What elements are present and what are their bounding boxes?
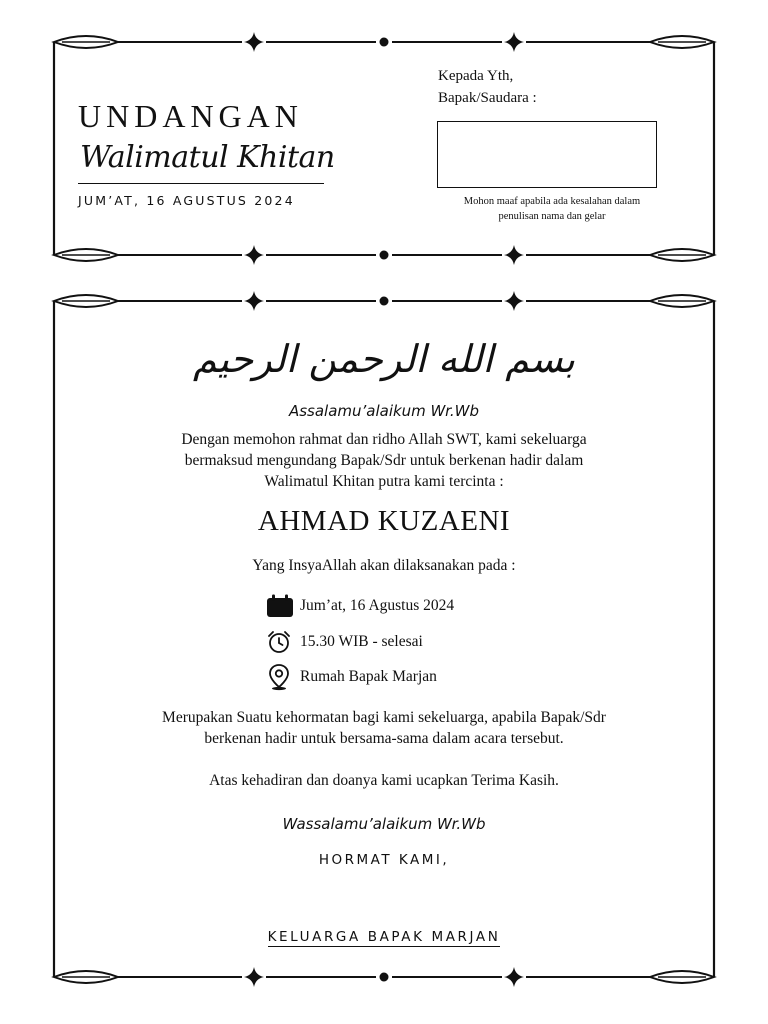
detail-time-row bbox=[266, 629, 423, 655]
intro-line-3: Walimatul Khitan putra kami tercinta : bbox=[264, 473, 504, 490]
alarm-clock-icon bbox=[266, 629, 294, 655]
event-date: Jum’at, 16 Agustus 2024 bbox=[300, 597, 455, 614]
event-time: 15.30 WIB - selesai bbox=[300, 633, 423, 650]
bismillah-calligraphy: بسم الله الرحمن الرحيم bbox=[193, 337, 575, 381]
invitation-title: UNDANGAN bbox=[78, 98, 303, 134]
thanks-line: Atas kehadiran dan doanya kami ucapkan Terima Kasih. bbox=[209, 772, 559, 789]
detail-date-row bbox=[266, 593, 454, 619]
intro-paragraph bbox=[84, 429, 684, 492]
event-place: Rumah Bapak Marjan bbox=[300, 668, 437, 685]
recipient-label: Bapak/Saudara : bbox=[438, 90, 537, 106]
closing-paragraph bbox=[84, 707, 684, 749]
title-divider bbox=[78, 183, 324, 184]
child-name: AHMAD KUZAENI bbox=[257, 505, 511, 537]
main-card-bottom-ornament bbox=[54, 967, 714, 987]
intro-line-1: Dengan memohon rahmat dan ridho Allah SWT, kami sekeluarga bbox=[181, 431, 587, 448]
apology-note bbox=[438, 194, 666, 224]
opening-greeting: Assalamu’alaikum Wr.Wb bbox=[288, 402, 480, 420]
apology-line-1: Mohon maaf apabila ada kesalahan dalam bbox=[463, 196, 641, 207]
closing-greeting: Wassalamu’alaikum Wr.Wb bbox=[282, 815, 486, 833]
intro-line-2: bermaksud mengundang Bapak/Sdr untuk berkenan hadir dalam bbox=[184, 452, 584, 469]
closing-line-2: berkenan hadir untuk bersama-sama dalam acara tersebut. bbox=[204, 730, 564, 747]
regards-line: HORMAT KAMI, bbox=[318, 852, 450, 868]
closing-line-1: Merupakan Suatu kehormatan bagi kami sekeluarga, apabila Bapak/Sdr bbox=[162, 709, 606, 726]
map-pin-icon bbox=[266, 664, 294, 690]
main-card-top-ornament bbox=[54, 291, 714, 311]
recipient-salutation: Kepada Yth, bbox=[438, 68, 514, 84]
signature-block bbox=[84, 929, 684, 945]
header-date: JUM’AT, 16 AGUSTUS 2024 bbox=[78, 193, 295, 208]
schedule-intro: Yang InsyaAllah akan dilaksanakan pada : bbox=[252, 557, 516, 574]
recipient-name-box[interactable] bbox=[437, 121, 657, 188]
top-border-ornament bbox=[54, 32, 714, 52]
calendar-icon bbox=[266, 593, 294, 619]
detail-place-row bbox=[266, 664, 437, 690]
family-signature: KELUARGA BAPAK MARJAN bbox=[267, 929, 501, 945]
apology-line-2: penulisan nama dan gelar bbox=[498, 211, 606, 222]
top-card-bottom-ornament bbox=[54, 245, 714, 265]
event-subtitle: Walimatul Khitan bbox=[80, 140, 335, 175]
